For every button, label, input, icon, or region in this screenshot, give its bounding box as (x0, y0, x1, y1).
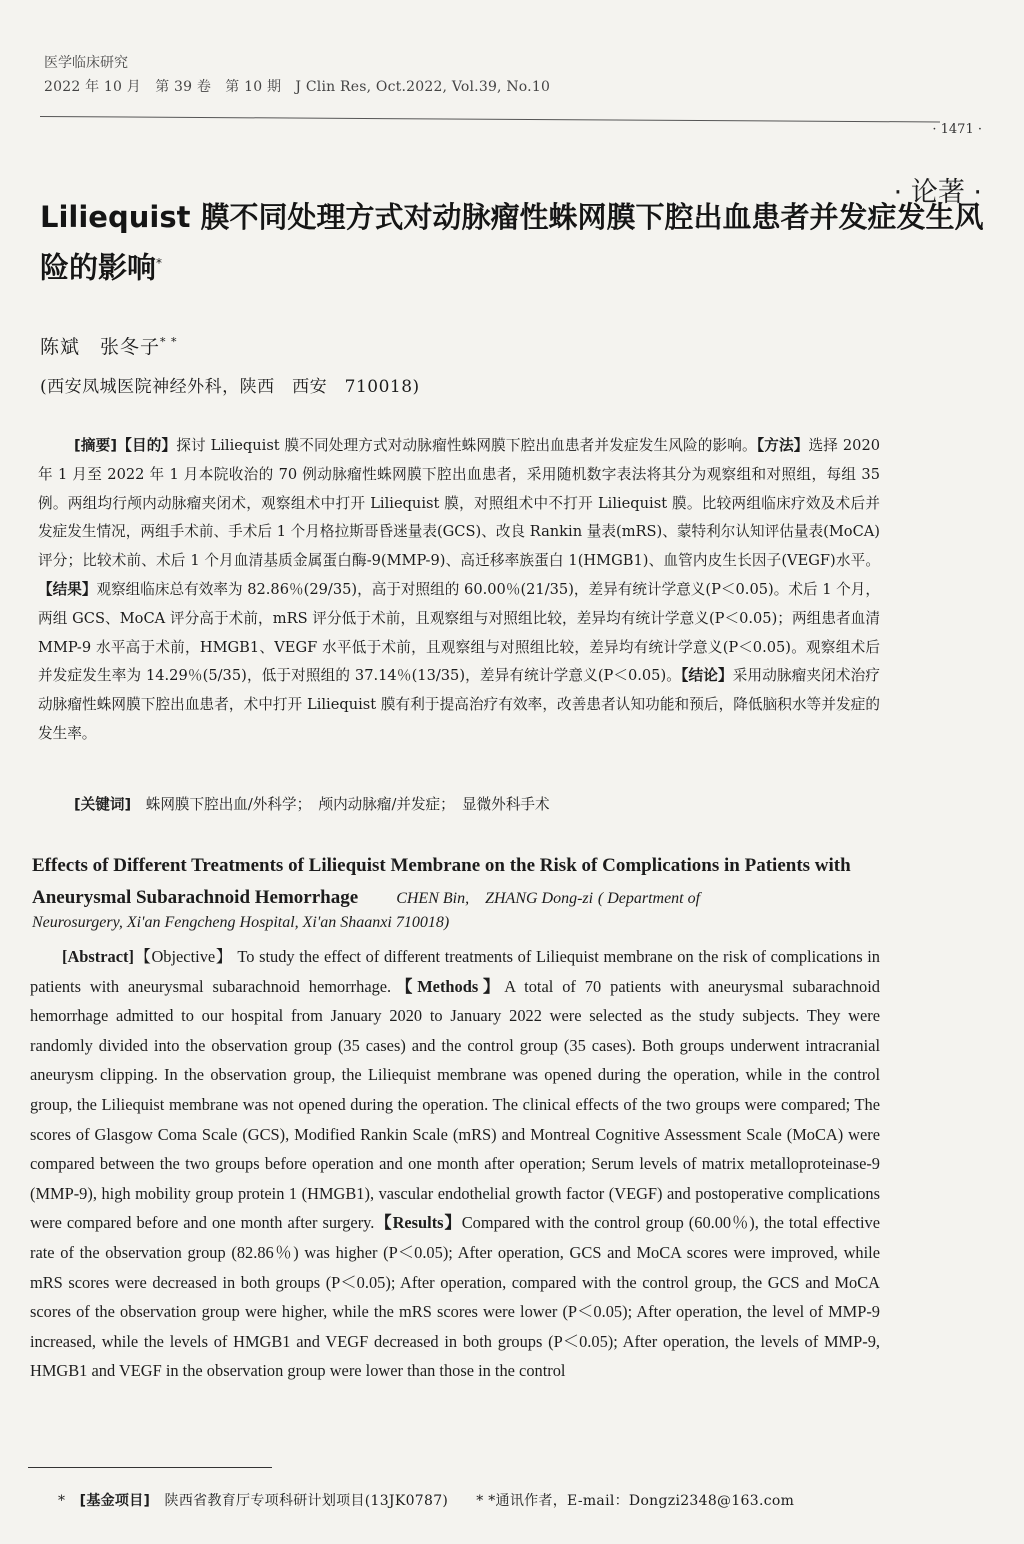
cn-abstract (38, 432, 880, 749)
fund-marker: * (58, 1493, 66, 1509)
en-affiliation: Neurosurgery, Xi'an Fengcheng Hospital, Xi'an Shaanxi 710018) (32, 914, 450, 931)
journal-name: 医学临床研究 (44, 55, 128, 71)
en-objective-label: 【Objective】 (133, 947, 233, 966)
cn-methods-text: 选择 2020 年 1 月至 2022 年 1 月本院收治的 70 例动脉瘤性蛛网膜下腔出血患者，采用随机数字表法将其分为观察组和对照组，每组 35 例。两组均行颅内动脉瘤夹闭术，观察组术中打开 Liliequist 膜，对照组术中不打开 Liliequist 膜。比较两组临床疗效及术后并发症发生情况，两组手术前、手术后 1 个月格拉斯哥昏迷量表(GCS)、改良 Rankin 量表(mRS)、蒙特利尔认知评估量表(MoCA)评分；比较术前、术后 1 个月血清基质金属蛋白酶-9(MMP-9)、高迁移率族蛋白 1(HMGB1)、血管内皮生长因子(VEGF)水平。 (38, 437, 881, 570)
journal-issue-line: 2022 年 10 月 第 39 卷 第 10 期 J Clin Res, Oct.2022, Vol.39, No.10 (44, 79, 551, 95)
page-number: · 1471 · (932, 122, 982, 137)
en-methods-label: 【Methods】 (391, 976, 505, 996)
article-title (40, 194, 1000, 291)
en-results-label: 【Results】 (374, 1213, 462, 1233)
cn-conclusion-label: 【结论】 (681, 667, 733, 685)
en-authors: CHEN Bin, ZHANG Dong-zi (396, 890, 594, 907)
en-results-text: Compared with the control group (60.00％), the total effective rate of the observation group (82.86％) was higher (P＜0.05); After operation, GCS and MoCA scores were improved, while mRS scores were decreased in both groups (P＜0.05); After operation, compared with the control group, the GCS and MoCA scores of the observation group were higher, while the mRS scores were lower (P＜0.05); After operation, the level of MMP-9 increased, while the levels of HMGB1 and VEGF decreased in both groups (P＜0.05); After operation, the levels of MMP-9, HMGB1 and VEGF in the observation group were lower than those in the control (30, 1213, 880, 1381)
cn-abstract-label: [摘要] (74, 437, 118, 454)
en-methods-text: A total of 70 patients with aneurysmal subarachnoid hemorrhage admitted to our hospital from January 2020 to January 2022 were selected as the study subjects. They were randomly divided into the observation group (35 cases) and the control group (35 cases). Both groups underwent intracranial aneurysm clipping. In the observation group, the Liliequist membrane was opened during the operation, while in the control group, the Liliequist membrane was not opened during the operation. The clinical effects of the two groups were compared; The scores of Glasgow Coma Scale (GCS), Modified Rankin Scale (mRS) and Montreal Cognitive Assessment Scale (MoCA) were compared between the two groups before operation and one month after operation; Serum levels of matrix metalloproteinase-9 (MMP-9), high mobility group protein 1 (HMGB1), vascular endothelial growth factor (VEGF) and postoperative complications were compared before and one month after surgery. (30, 976, 880, 1233)
cn-objective-label: 【目的】 (117, 437, 177, 454)
authors (40, 332, 178, 359)
section-tag: · 论著 · (893, 177, 982, 208)
cn-results-text: 观察组临床总有效率为 82.86％(29/35)，高于对照组的 60.00％(21/35)，差异有统计学意义(P＜0.05)。术后 1 个月，两组 GCS、MoCA 评分高于术前，mRS 评分低于术前，且观察组与对照组比较，差异均有统计学意义(P＜0.05)；两组患者血清 MMP-9 水平高于术前，HMGB1、VEGF 水平低于术前，且观察组与对照组比较，差异均有统计学意义(P＜0.05)。观察组术后并发症发生率为 14.29％(5/35)，低于对照组的 37.14％(13/35)，差异有统计学意义(P＜0.05)。 (38, 580, 880, 685)
corr-marker: * * (476, 1493, 496, 1509)
cn-keywords-label: [关键词] (74, 796, 132, 813)
en-title (32, 850, 882, 915)
en-title-text: Effects of Different Treatments of Liliequist Membrane on the Risk of Complications in Patients with Aneurysmal Subarachnoid Hemorrhage (32, 855, 851, 908)
en-affiliation-start: ( Department of (597, 890, 701, 907)
article-title-text: Liliequist 膜不同处理方式对动脉瘤性蛛网膜下腔出血患者并发症发生风险的影响 (40, 200, 984, 285)
cn-results-label: 【结果】 (38, 580, 97, 598)
en-objective-text: To study the effect of different treatments of Liliequist membrane on the risk of complications in patients with aneurysmal subarachnoid hemorrhage. (30, 947, 880, 996)
corresponding-marker: * * (160, 335, 178, 349)
fund-label: [基金项目] (79, 1493, 151, 1509)
cn-keywords-text: 蛛网膜下腔出血/外科学； 颅内动脉瘤/并发症； 显微外科手术 (145, 796, 550, 813)
header-rule (40, 116, 940, 122)
cn-keywords (74, 792, 884, 818)
affiliation: (西安凤城医院神经外科，陕西 西安 710018) (40, 377, 420, 397)
fund-text: 陕西省教育厅专项科研计划项目(13JK0787) (164, 1493, 449, 1509)
footnote (58, 1490, 958, 1510)
title-footnote-marker: * (156, 256, 163, 270)
en-abstract-label: [Abstract] (62, 947, 134, 966)
corr-text: 通讯作者，E-mail：Dongzi2348@163.com (495, 1493, 795, 1509)
cn-conclusion-text: 采用动脉瘤夹闭术治疗动脉瘤性蛛网膜下腔出血患者，术中打开 Liliequist 膜有利于提高治疗有效率，改善患者认知功能和预后，降低脑积水等并发症的发生率。 (38, 667, 880, 742)
cn-objective-text: 探讨 Liliequist 膜不同处理方式对动脉瘤性蛛网膜下腔出血患者并发症发生风险的影响。 (176, 437, 757, 454)
cn-methods-label: 【方法】 (756, 437, 809, 454)
footnote-rule (28, 1467, 272, 1468)
author-names: 陈斌 张冬子 (40, 336, 161, 358)
en-abstract (30, 942, 880, 1386)
